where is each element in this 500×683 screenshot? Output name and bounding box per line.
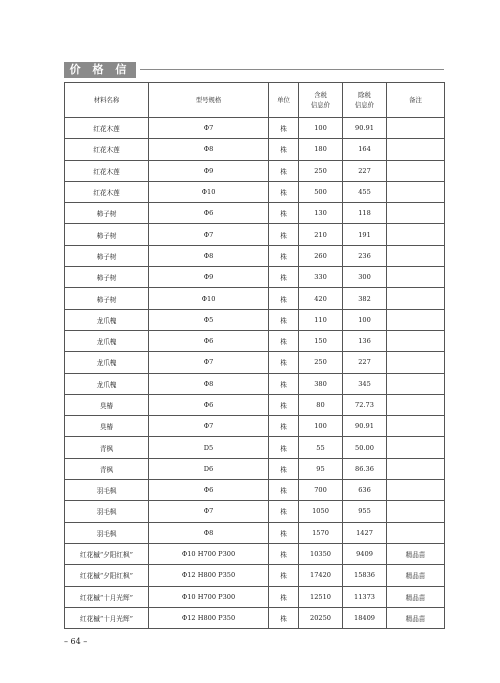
header-note: 备注 <box>387 83 445 118</box>
cell-spec: Φ6 <box>149 330 269 351</box>
table-row <box>65 437 445 458</box>
cell-spec: Φ8 <box>149 139 269 160</box>
cell-spec: Φ6 <box>149 203 269 224</box>
cell-note <box>387 160 445 181</box>
cell-spec: Φ9 <box>149 160 269 181</box>
cell-note <box>387 373 445 394</box>
cell-spec: Φ10 <box>149 181 269 202</box>
table-row <box>65 522 445 543</box>
header-tax-incl <box>299 83 343 118</box>
cell-incl: 12510 <box>299 586 343 607</box>
cell-note <box>387 118 445 139</box>
cell-incl: 20250 <box>299 607 343 628</box>
cell-name: 红花木莲 <box>65 160 149 181</box>
table-row <box>65 416 445 437</box>
cell-name: 龙爪槐 <box>65 330 149 351</box>
cell-name: 青枫 <box>65 437 149 458</box>
cell-note <box>387 416 445 437</box>
cell-excl: 345 <box>343 373 387 394</box>
cell-spec: Φ7 <box>149 501 269 522</box>
cell-incl: 150 <box>299 330 343 351</box>
cell-unit: 株 <box>269 522 299 543</box>
header-tax-incl-line2: 信息价 <box>310 101 331 109</box>
cell-spec: Φ6 <box>149 394 269 415</box>
cell-name: 柿子树 <box>65 267 149 288</box>
table-row <box>65 139 445 160</box>
table-row <box>65 118 445 139</box>
cell-incl: 55 <box>299 437 343 458</box>
cell-excl: 236 <box>343 245 387 266</box>
cell-unit: 株 <box>269 330 299 351</box>
cell-excl: 90.91 <box>343 416 387 437</box>
cell-unit: 株 <box>269 586 299 607</box>
table-row <box>65 543 445 564</box>
table-row <box>65 181 445 202</box>
header-spec: 型号规格 <box>149 83 269 118</box>
cell-spec: Φ8 <box>149 373 269 394</box>
cell-incl: 210 <box>299 224 343 245</box>
cell-name: 柿子树 <box>65 224 149 245</box>
cell-spec: Φ10 <box>149 288 269 309</box>
cell-note: 精品苗 <box>387 543 445 564</box>
cell-incl: 260 <box>299 245 343 266</box>
cell-unit: 株 <box>269 480 299 501</box>
table-body <box>65 118 445 629</box>
cell-note <box>387 309 445 330</box>
cell-spec: Φ7 <box>149 118 269 139</box>
cell-name: 龙爪槐 <box>65 309 149 330</box>
cell-note <box>387 288 445 309</box>
cell-unit: 株 <box>269 203 299 224</box>
cell-note <box>387 437 445 458</box>
cell-excl: 100 <box>343 309 387 330</box>
cell-unit: 株 <box>269 139 299 160</box>
cell-unit: 株 <box>269 373 299 394</box>
table-row <box>65 394 445 415</box>
cell-incl: 17420 <box>299 565 343 586</box>
cell-name: 柿子树 <box>65 245 149 266</box>
cell-unit: 株 <box>269 458 299 479</box>
cell-name: 龙爪槐 <box>65 373 149 394</box>
header-tax-excl-line1: 除税 <box>358 91 371 99</box>
cell-excl: 9409 <box>343 543 387 564</box>
cell-unit: 株 <box>269 501 299 522</box>
table-row <box>65 586 445 607</box>
header-tax-excl <box>343 83 387 118</box>
cell-name: 红花木莲 <box>65 139 149 160</box>
cell-incl: 130 <box>299 203 343 224</box>
cell-incl: 100 <box>299 118 343 139</box>
table-row <box>65 501 445 522</box>
cell-spec: Φ8 <box>149 522 269 543</box>
cell-excl: 136 <box>343 330 387 351</box>
cell-name: 红花木莲 <box>65 118 149 139</box>
cell-note <box>387 352 445 373</box>
cell-incl: 10350 <box>299 543 343 564</box>
cell-excl: 15836 <box>343 565 387 586</box>
cell-excl: 227 <box>343 352 387 373</box>
cell-excl: 636 <box>343 480 387 501</box>
cell-note <box>387 501 445 522</box>
cell-spec: Φ8 <box>149 245 269 266</box>
cell-unit: 株 <box>269 181 299 202</box>
table-row <box>65 330 445 351</box>
cell-note <box>387 181 445 202</box>
cell-unit: 株 <box>269 352 299 373</box>
cell-name: 羽毛枫 <box>65 501 149 522</box>
cell-note <box>387 458 445 479</box>
cell-incl: 80 <box>299 394 343 415</box>
cell-incl: 100 <box>299 416 343 437</box>
header-tax-incl-line1: 含税 <box>314 91 327 99</box>
table-row <box>65 565 445 586</box>
cell-incl: 380 <box>299 373 343 394</box>
cell-excl: 300 <box>343 267 387 288</box>
section-divider <box>140 69 444 70</box>
table-header-row <box>65 83 445 118</box>
cell-incl: 95 <box>299 458 343 479</box>
table-row <box>65 160 445 181</box>
cell-name: 柿子树 <box>65 288 149 309</box>
cell-excl: 11373 <box>343 586 387 607</box>
cell-incl: 330 <box>299 267 343 288</box>
cell-note <box>387 203 445 224</box>
cell-name: 红花槭“十月光辉” <box>65 607 149 628</box>
cell-excl: 164 <box>343 139 387 160</box>
cell-note: 精品苗 <box>387 586 445 607</box>
cell-spec: Φ6 <box>149 480 269 501</box>
section-header <box>64 62 444 92</box>
table-row <box>65 480 445 501</box>
page-number: – 64 – <box>64 637 88 646</box>
table-row <box>65 245 445 266</box>
cell-incl: 700 <box>299 480 343 501</box>
table-row <box>65 607 445 628</box>
cell-spec: Φ7 <box>149 416 269 437</box>
cell-note <box>387 224 445 245</box>
cell-name: 红花槭“十月光辉” <box>65 586 149 607</box>
cell-name: 龙爪槐 <box>65 352 149 373</box>
cell-unit: 株 <box>269 245 299 266</box>
cell-excl: 72.73 <box>343 394 387 415</box>
table-row <box>65 352 445 373</box>
table-row <box>65 309 445 330</box>
table-row <box>65 288 445 309</box>
cell-unit: 株 <box>269 288 299 309</box>
cell-unit: 株 <box>269 607 299 628</box>
cell-unit: 株 <box>269 160 299 181</box>
cell-unit: 株 <box>269 394 299 415</box>
cell-excl: 455 <box>343 181 387 202</box>
cell-unit: 株 <box>269 224 299 245</box>
cell-unit: 株 <box>269 267 299 288</box>
cell-spec: Φ12 H800 P350 <box>149 565 269 586</box>
header-tax-excl-line2: 信息价 <box>354 101 375 109</box>
cell-note <box>387 267 445 288</box>
table-row <box>65 373 445 394</box>
header-unit: 单位 <box>269 83 299 118</box>
cell-excl: 118 <box>343 203 387 224</box>
cell-name: 红花槭“夕阳红枫” <box>65 565 149 586</box>
cell-unit: 株 <box>269 118 299 139</box>
cell-incl: 180 <box>299 139 343 160</box>
cell-note <box>387 522 445 543</box>
cell-note: 精品苗 <box>387 565 445 586</box>
cell-name: 臭椿 <box>65 394 149 415</box>
cell-spec: Φ12 H800 P350 <box>149 607 269 628</box>
cell-incl: 1570 <box>299 522 343 543</box>
cell-incl: 250 <box>299 352 343 373</box>
cell-unit: 株 <box>269 416 299 437</box>
table-row <box>65 203 445 224</box>
cell-note <box>387 139 445 160</box>
cell-excl: 90.91 <box>343 118 387 139</box>
cell-unit: 株 <box>269 565 299 586</box>
table-row <box>65 224 445 245</box>
price-table <box>64 82 445 629</box>
cell-note <box>387 245 445 266</box>
cell-name: 青枫 <box>65 458 149 479</box>
cell-excl: 191 <box>343 224 387 245</box>
cell-spec: Φ7 <box>149 224 269 245</box>
cell-note: 精品苗 <box>387 607 445 628</box>
cell-excl: 227 <box>343 160 387 181</box>
cell-spec: Φ7 <box>149 352 269 373</box>
cell-spec: Φ10 H700 P300 <box>149 586 269 607</box>
cell-excl: 1427 <box>343 522 387 543</box>
cell-incl: 110 <box>299 309 343 330</box>
cell-name: 臭椿 <box>65 416 149 437</box>
cell-unit: 株 <box>269 309 299 330</box>
cell-note <box>387 330 445 351</box>
cell-spec: Φ5 <box>149 309 269 330</box>
cell-spec: Φ10 H700 P300 <box>149 543 269 564</box>
cell-name: 红花槭“夕阳红枫” <box>65 543 149 564</box>
table-row <box>65 267 445 288</box>
cell-name: 羽毛枫 <box>65 522 149 543</box>
cell-note <box>387 480 445 501</box>
header-name: 材料名称 <box>65 83 149 118</box>
cell-incl: 500 <box>299 181 343 202</box>
cell-name: 红花木莲 <box>65 181 149 202</box>
cell-unit: 株 <box>269 543 299 564</box>
cell-incl: 250 <box>299 160 343 181</box>
cell-note <box>387 394 445 415</box>
cell-unit: 株 <box>269 437 299 458</box>
cell-excl: 86.36 <box>343 458 387 479</box>
cell-name: 柿子树 <box>65 203 149 224</box>
table-row <box>65 458 445 479</box>
cell-incl: 1050 <box>299 501 343 522</box>
cell-excl: 50.00 <box>343 437 387 458</box>
cell-spec: D5 <box>149 437 269 458</box>
cell-name: 羽毛枫 <box>65 480 149 501</box>
cell-incl: 420 <box>299 288 343 309</box>
cell-excl: 18409 <box>343 607 387 628</box>
cell-excl: 382 <box>343 288 387 309</box>
cell-spec: D6 <box>149 458 269 479</box>
cell-spec: Φ9 <box>149 267 269 288</box>
section-title: 价 格 信 息 <box>64 62 136 78</box>
cell-excl: 955 <box>343 501 387 522</box>
